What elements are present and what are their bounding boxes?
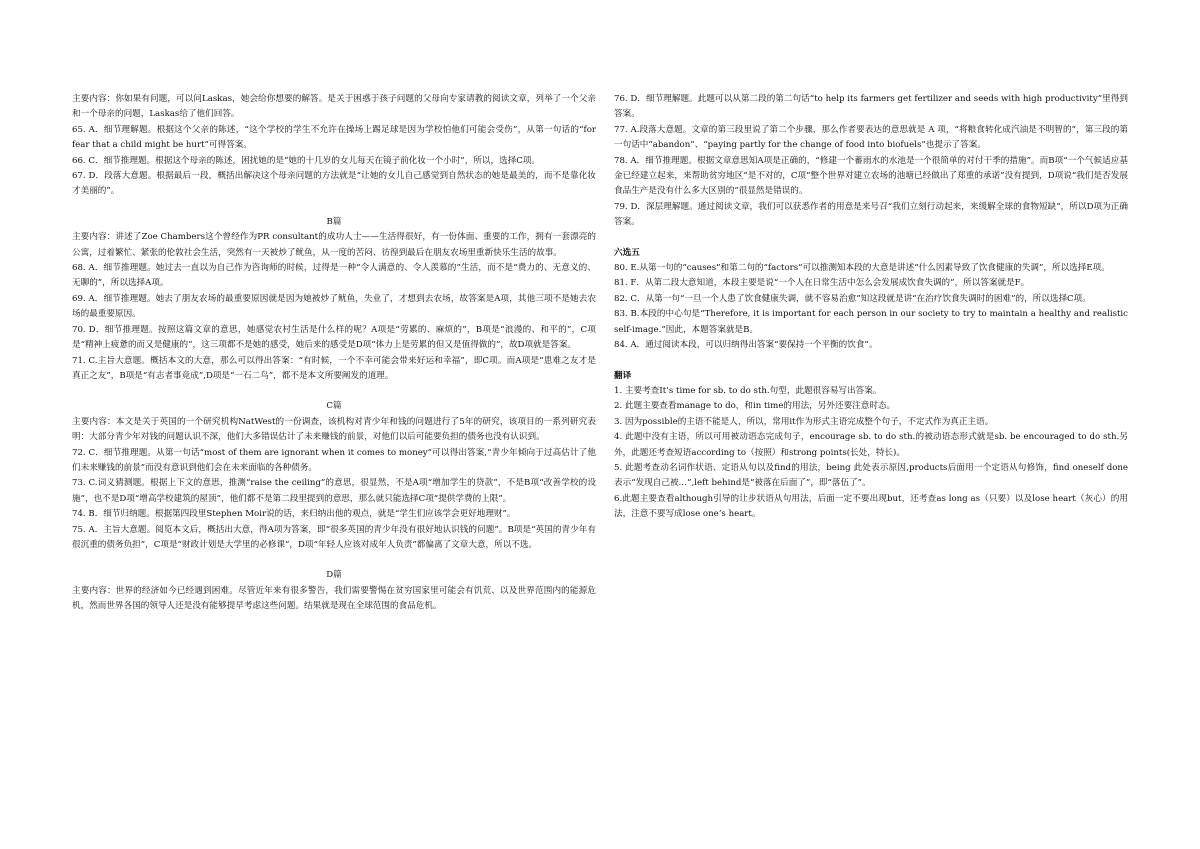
answer-78: 78. A．细节推理题。根据文章意思知A项是正确的，“修建一个蓄雨水的水池是一个很简单的对付干季的措施”。而B项“一个气候适应基金已经建立起来，来帮助贫穷地区”是不对的，C项“整个世界对建立农场的池塘已经做出了郑重的承诺”没有提到，D项说“我们是否发展食品生产是没有什么多大区别的”很显然是错误的。 <box>614 155 1128 197</box>
answer-69: 69. A．细节推理题。她去了朋友农场的最重要原因就是因为她被炒了鱿鱼，失业了，才想到去农场，故答案是A项，其他三项不是她去农场的最重要原因。 <box>72 293 596 320</box>
answer-70: 70. D．细节推理题。按照这篇文章的意思，她感觉农村生活是什么样的呢？A项是“劳累的、麻烦的”，B项是“浪漫的、和平的”，C项是“精神上疲惫的而又是健康的”，这三项都不是她的感受，她后来的感受是D项“体力上是劳累的但又是值得做的”，故D项就是答案。 <box>72 324 596 351</box>
section-translation-heading: 翻译 <box>614 370 632 381</box>
passage-b-summary: 主要内容：讲述了Zoe Chambers这个曾经作为PR consultant的成功人士——生活得很好，有一份体面、重要的工作，拥有一套漂亮的公寓，过着繁忙、紧张的伦敦社会生活，突然有一天被炒了鱿鱼，从一度的苦闷、彷徨到最后在朋友农场里重新快乐生活的故事。 <box>72 232 596 258</box>
section-c-heading: C篇 <box>326 401 342 412</box>
section-d-heading: D篇 <box>326 570 342 581</box>
answer-67: 67. D．段落大意题。根据最后一段，概括出解决这个母亲问题的方法就是“让她的女儿自己感觉到自然状态的她是最美的，而不是靠化妆才美丽的”。 <box>72 171 596 197</box>
answer-72: 72. C．细节推理题。从第一句话“most of them are ignorant when it comes to money”可以得出答案,“青少年倾向于过高估计了他们未来赚钱的前景”而没有意识到他们会在未来面临的各种债务。 <box>72 447 596 473</box>
answer-68: 68. A．细节推理题。她过去一直以为自己作为咨询师的时候，过得是一种“令人满意的、令人羡慕的”生活，而不是“费力的、无意义的、无聊的”，所以选择A项。 <box>72 263 596 289</box>
translation-4: 4. 此题中没有主语，所以可用被动语态完成句子，encourage sb. to do sth.的被动语态形式就是sb. be encouraged to do sth.另外，此题还考查短语according to（按照）和strong points(长处，特长)。 <box>614 432 1128 458</box>
translation-3: 3. 因为possible的主语不能是人，所以，常用it作为形式主语完成整个句子，不定式作为真正主语。 <box>614 416 994 427</box>
answer-80: 80. E.从第一句的“causes”和第二句的“factors”可以推测知本段的大意是讲述“什么因素导致了饮食健康的失调”，所以选择E项。 <box>614 263 1110 274</box>
answer-76: 76. D．细节理解题。此题可以从第二段的第二句话“to help its farmers get fertilizer and seeds with high productivity”里得到答案。 <box>614 94 1128 120</box>
right-column <box>614 92 1128 523</box>
answer-71: 71. C.主旨大意题。概括本文的大意，那么可以得出答案：“有时候，一个不幸可能会带来好运和幸福”，即C项。而A项是“患难之友才是真正之友”，B项是“有志者事竟成”,D项是“一石二鸟”，都不是本文所要阐发的道理。 <box>72 355 596 381</box>
answer-81: 81. F．从第二段大意知道，本段主要是说“一个人在日常生活中怎么会发展成饮食失调的”，所以答案就是F。 <box>614 278 1030 289</box>
translation-1: 1. 主要考查It’s time for sb. to do sth.句型，此题很容易写出答案。 <box>614 385 882 396</box>
answer-82: 82. C．从第一句“一旦一个人患了饮食健康失调，就不容易治愈”知这段就是讲“在治疗饮食失调时的困难”的，所以选择C项。 <box>614 293 1091 304</box>
answer-79: 79. D．深层理解题。通过阅读文章，我们可以获悉作者的用意是来号召“我们立刻行动起来，来缓解全球的食物短缺”，所以D项为正确答案。 <box>614 201 1128 228</box>
translation-6: 6.此题主要查看although引导的让步状语从句用法，后面一定不要出现but，还考查as long as（只要）以及lose heart（灰心）的用法，注意不要写成lose one’s heart。 <box>614 493 1128 520</box>
passage-c-summary: 主要内容：本文是关于英国的一个研究机构NatWest的一份调查，该机构对青少年和钱的问题进行了5年的研究，该项目的一系列研究表明：大部分青少年对钱的问题认识不深，他们大多错误估计了未来赚钱的前景，对他们以后可能要负担的债务也没有认识到。 <box>72 416 596 443</box>
answer-73: 73. C.词义猜测题。根据上下文的意思，推测“raise the ceiling”的意思，很显然，不是A项“增加学生的贷款”，不是B项“改善学校的设施”，也不是D项“增高学校建筑的屋顶”，他们都不是第二段里提到的意思，那么就只能选择C项“提供学费的上限”。 <box>72 478 596 504</box>
answer-75: 75. A．主旨大意题。阅览本文后，概括出大意，得A项为答案，即“很多英国的青少年没有很好地认识钱的问题”。B项是“英国的青少年有很沉重的债务负担”，C项是“财政计划是大学里的必修课”，D项“年轻人应该对成年人负责”都偏离了文章大意，所以不选。 <box>72 524 596 550</box>
answer-84: 84. A．通过阅读本段，可以归纳得出答案“要保持一个平衡的饮食”。 <box>614 340 878 351</box>
passage-d-summary: 主要内容：世界的经济如今已经遇到困难。尽管近年来有很多警告，我们需要警惕在贫穷国家里可能会有饥荒、以及世界范围内的能源危机，然而世界各国的领导人还是没有能够提早考虑这些问题。结果就是现在全球范围的食品危机。 <box>72 585 596 612</box>
section-six-choose-five-heading: 六选五 <box>614 247 640 258</box>
answer-74: 74. B．细节归纳题。根据第四段里Stephen Moir说的话，来归纳出他的观点，就是“学生们应该学会更好地理财”。 <box>72 509 516 520</box>
passage-a-summary: 主要内容：你如果有问题，可以问Laskas，她会给你想要的解答。是关于困惑于孩子问题的父母向专家请教的阅读文章，列举了一个父亲和一个母亲的问题，Laskas给了他们回答。 <box>72 94 596 120</box>
answer-65: 65. A．细节理解题。根据这个父亲的陈述，“这个学校的学生不允许在操场上踢足球是因为学校怕他们可能会受伤”，从第一句话的“for fear that a child might be hurt”可得答案。 <box>72 124 596 151</box>
answer-83: 83. B.本段的中心句是“Therefore, it is important for each person in our society to try to maintain a healthy and realistic self-image.”因此，本题答案就是B。 <box>614 309 1128 335</box>
answer-66: 66. C．细节推理题。根据这个母亲的陈述，困扰她的是“她的十几岁的女儿每天在镜子前化妆一个小时”，所以，选择C项。 <box>72 155 541 166</box>
section-b-heading: B篇 <box>326 216 342 227</box>
left-column <box>72 92 596 615</box>
answer-77: 77. A.段落大意题。文章的第三段里说了第二个步骤，那么作者要表达的意思就是 A 项，“将粮食转化成汽油是不明智的”，第三段的第一句话中“abandon”、“paying partly for the change of food into biofuels”也提示了答案。 <box>614 124 1128 151</box>
translation-2: 2. 此题主要查看manage to do，和in time的用法，另外还要注意时态。 <box>614 401 896 412</box>
translation-5: 5. 此题考查动名词作状语、定语从句以及find的用法，being 此处表示原因,products后面用一个定语从句修饰，find oneself done表示“发现自己被…”,left behind是“被落在后面了”，即“落伍了”。 <box>614 462 1128 489</box>
